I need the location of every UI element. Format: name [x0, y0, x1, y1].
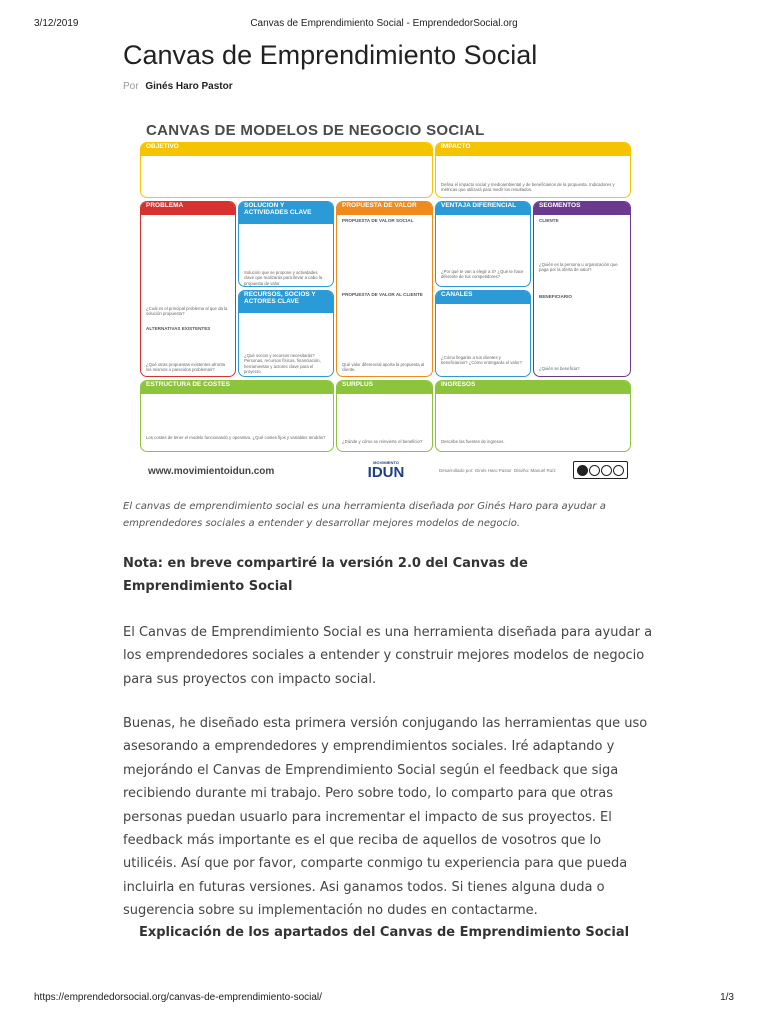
box-ventaja-note: ¿Por qué te van a elegir a ti? ¿Qué te hace diferente de tus competidores? — [441, 269, 524, 280]
sublabel-valor-cliente: PROPUESTA DE VALOR AL CLIENTE — [342, 292, 423, 297]
print-date: 3/12/2019 — [34, 18, 79, 29]
canvas-figure-image[interactable] — [136, 114, 636, 486]
box-impacto-note: Defina el impacto social y medioambiental y de beneficiarios de la propuesta. Indicadores y métricas que utilizará para medir los resultados. — [441, 182, 615, 193]
print-header — [0, 18, 768, 32]
box-propuesta-label: PROPUESTA DE VALOR — [337, 202, 432, 215]
box-ventaja — [435, 201, 531, 287]
box-segmentos — [533, 201, 631, 377]
box-surplus-note: ¿Dónde y cómo se reinvierte el beneficio? — [342, 439, 423, 444]
print-doc-title: Canvas de Emprendimiento Social - EmprendedorSocial.org — [250, 18, 518, 29]
box-ventaja-label: VENTAJA DIFERENCIAL — [436, 202, 530, 215]
intro-paragraph: El Canvas de Emprendimiento Social es una herramienta diseñada para ayudar a los emprendedores sociales a entender y construir mejores modelos de negocio para sus proyectos con impacto social. — [123, 625, 653, 687]
byline-prefix: Por — [123, 81, 139, 92]
box-beneficiario-note: ¿Quién se beneficia? — [539, 366, 580, 371]
box-segmentos-label: SEGMENTOS — [534, 202, 630, 215]
note-paragraph: Nota: en breve compartiré la versión 2.0 del Canvas de Emprendimiento Social — [123, 556, 528, 594]
creative-commons-icon — [573, 461, 628, 479]
box-solucion-label: SOLUCIÓN Y ACTIVIDADES CLAVE — [239, 202, 333, 224]
box-recursos-note: ¿Qué socios y recursos necesitarás? Personas, recursos físicos, financiación, herramientas y actores clave para el proyecto. — [244, 353, 321, 375]
idun-logo-small-text: MOVIMIENTO — [373, 460, 399, 465]
box-canales-label: CANALES — [436, 291, 530, 304]
box-ingresos — [435, 380, 631, 452]
box-surplus-label: SURPLUS — [337, 381, 432, 394]
box-canales-note: ¿Cómo llegarás a tus clientes y beneficiarios? ¿Cómo entregarás el valor? — [441, 355, 522, 366]
box-problema — [140, 201, 236, 377]
box-propuesta — [336, 201, 433, 377]
box-objetivo-label: OBJETIVO — [141, 143, 432, 156]
sublabel-alternativas: ALTERNATIVAS EXISTENTES — [146, 326, 211, 331]
box-solucion-note: Solución que se propone y actividades clave que realizarás para llevar a cabo la propuesta de valor. — [244, 270, 323, 286]
cc-icon — [577, 465, 588, 476]
sublabel-cliente: CLIENTE — [539, 218, 559, 223]
figure-caption: El canvas de emprendimiento social es una herramienta diseñada por Ginés Haro para ayudar a emprendedores sociales a entender y desarrollar mejores modelos de negocio. — [123, 501, 606, 529]
box-impacto — [435, 142, 631, 198]
print-footer — [0, 992, 768, 1006]
sublabel-valor-social: PROPUESTA DE VALOR SOCIAL — [342, 218, 414, 223]
box-alternativas-note: ¿Qué otras propuestas existentes afronta los mismos o parecidos problemas? — [146, 362, 226, 373]
sublabel-beneficiario: BENEFICIARIO — [539, 294, 572, 299]
sa-icon — [613, 465, 624, 476]
print-url: https://emprendedorsocial.org/canvas-de-emprendimiento-social/ — [34, 992, 322, 1003]
body-paragraph: Buenas, he diseñado esta primera versión conjugando las herramientas que uso asesorando a emprendedores y emprendimientos sociales. Iré adaptando y mejorándo el Canvas de Emprendimiento Social según el feedback que siga recibiendo durante mi trabajo. Pero sobre todo, lo comparto para que otras personas puedan usuarlo para incrementar el impacto de sus proyectos. El feedback más importante es el que reciba de aquellos de vosotros que lo utilicéis. Así que por favor, comparte conmigo tu experiencia para que pueda incluirla en futuras versiones. Asi ganamos todos. Si tienes alguna duda o sugerencia sobre su implementación no dudes en contactarme. — [123, 716, 648, 919]
section-heading: Explicación de los apartados del Canvas de Emprendimiento Social — [138, 925, 630, 940]
box-problema-label: PROBLEMA — [141, 202, 235, 215]
box-recursos — [238, 290, 334, 377]
box-solucion — [238, 201, 334, 287]
canvas-url: www.movimientoidun.com — [148, 466, 275, 477]
box-propuesta-note: Qué valor diferencial aporta la propuesta al cliente. — [342, 362, 425, 373]
page-title: Canvas de Emprendimiento Social — [123, 40, 538, 70]
nc-icon — [601, 465, 612, 476]
box-objetivo — [140, 142, 433, 198]
by-icon — [589, 465, 600, 476]
box-segmentos-note: ¿Quién es la persona u organización que paga por la oferta de valor? — [539, 262, 618, 273]
box-surplus — [336, 380, 433, 452]
box-problema-note: ¿Cuál es el principal problema al que da la solución propuesta? — [146, 306, 228, 317]
box-costes-label: ESTRUCTURA DE COSTES — [141, 381, 333, 394]
idun-logo — [366, 460, 406, 480]
box-ingresos-label: INGRESOS — [436, 381, 630, 394]
idun-logo-text: IDUN — [367, 464, 405, 481]
box-costes-note: Los costes de tener el modelo funcionando y operativo. ¿Qué costes fijos y variables tendrás? — [146, 435, 326, 440]
box-canales — [435, 290, 531, 377]
box-ingresos-note: Describe las fuentes de ingresos. — [441, 439, 505, 444]
canvas-credit-design: Diseño: Manuel Ruíz — [514, 468, 556, 473]
box-impacto-label: IMPACTO — [436, 143, 630, 156]
box-costes — [140, 380, 334, 452]
canvas-heading: CANVAS DE MODELOS DE NEGOCIO SOCIAL — [146, 122, 485, 139]
box-recursos-label: RECURSOS, SOCIOS Y ACTORES CLAVE — [239, 291, 333, 313]
author-link[interactable]: Ginés Haro Pastor — [145, 81, 233, 92]
byline — [123, 81, 233, 92]
print-page-number: 1/3 — [720, 992, 734, 1003]
canvas-credit-developer: Desarrollado por: Ginés Haro Pastor — [439, 468, 512, 473]
